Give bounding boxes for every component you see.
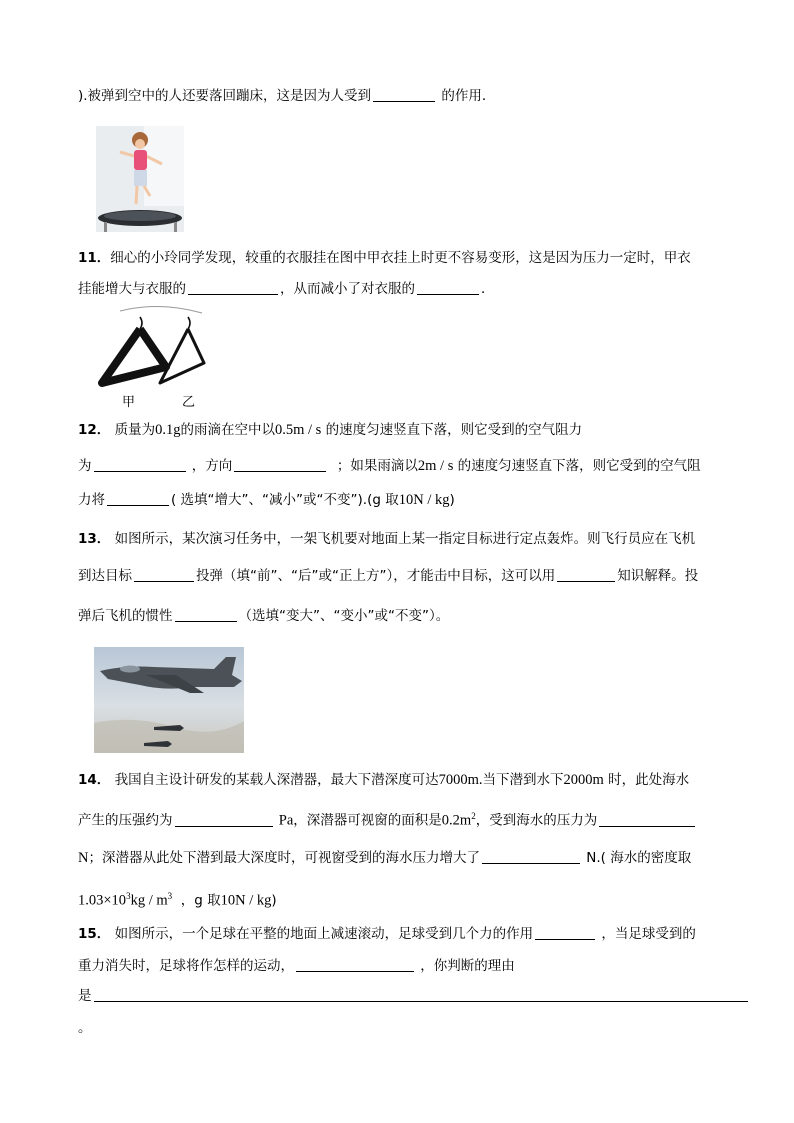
- q12-text-1b: 的雨滴在空中以: [180, 422, 275, 438]
- q15-text-2a: 重力消失时，足球将作怎样的运动，: [78, 958, 294, 974]
- q14-rho-unit-exp: 3: [167, 891, 173, 901]
- q14-line-3: [78, 848, 691, 868]
- q14-depth-max: 7000m.: [438, 772, 483, 788]
- q14-depth-now: 2000m: [563, 772, 604, 788]
- q14-text-2a: 产生的压强约为: [78, 812, 173, 829]
- trampoline-figure: [96, 126, 184, 232]
- q13-line-2: [78, 566, 698, 586]
- q14-g: 10N / kg: [220, 892, 272, 909]
- q12-text-2d: 的速度匀速竖直下落，则它受到的空气阻: [457, 458, 701, 474]
- q11-blank-1[interactable]: [188, 280, 278, 295]
- q10-suffix: 的作用．: [437, 88, 496, 104]
- q15-blank-2[interactable]: [296, 957, 414, 972]
- q15-blank-1[interactable]: [535, 925, 595, 940]
- q14-text-1b: 当下潜到水下: [482, 772, 564, 788]
- q12-blank-1[interactable]: [94, 457, 186, 472]
- q13-text-1: 如图所示，某次演习任务中，一架飞机要对地面上某一指定目标进行定点轰炸。则飞行员应在飞机: [114, 531, 696, 547]
- q13-text-2a: 到达目标: [78, 568, 132, 584]
- q15-text-4: 。: [78, 1020, 92, 1036]
- q11-number: 11．: [78, 250, 111, 266]
- q11-line-2: [78, 279, 495, 299]
- hanger-label-yi: 乙: [182, 395, 196, 409]
- q12-speed-2: 2m / s: [417, 458, 454, 474]
- q14-text-2b: ，深潜器可视窗的面积是: [293, 812, 442, 829]
- q15-text-2b: ，你判断的理由: [420, 958, 515, 974]
- q14-rho-unit: kg / m: [130, 892, 168, 909]
- q12-text-3b: ( 选填“增大”、“减小”或“不变”).(g 取: [171, 492, 399, 508]
- hangers-figure: [90, 305, 214, 409]
- q14-text-4a: ，g 取: [180, 892, 221, 909]
- q14-rho-exp: 3: [126, 891, 131, 901]
- q13-blank-2[interactable]: [557, 567, 615, 582]
- q13-text-2b: 投弹（填“前”、“后”或“正上方”），才能击中目标，这可以用: [196, 568, 556, 584]
- q15-line-3: [78, 986, 750, 1006]
- q13-text-3a: 弹后飞机的惯性: [78, 608, 173, 624]
- q14-line-4: [78, 886, 277, 911]
- q14-text-2c: ，受到海水的压力为: [475, 812, 598, 829]
- q10-prefix: ).被弹到空中的人还要落回蹦床，这是因为人受到: [78, 88, 372, 104]
- hanger-label-jia: 甲: [122, 395, 136, 409]
- q13-blank-3[interactable]: [175, 607, 237, 622]
- q14-blank-1[interactable]: [175, 812, 273, 827]
- q15-line-1: [78, 924, 696, 944]
- q12-text-3c: ): [449, 492, 455, 508]
- q15-text-1a: 如图所示，一个足球在平整的地面上减速滚动，足球受到几个力的作用: [114, 926, 534, 942]
- q12-mass: 0.1g: [155, 422, 181, 438]
- q14-area-sup: 2: [471, 811, 476, 821]
- q14-blank-3[interactable]: [482, 849, 580, 864]
- q11-text-2b: ，从而减小了对衣服的: [280, 281, 415, 297]
- q13-line-1: [78, 529, 695, 549]
- jet-figure: [94, 647, 244, 753]
- q14-text-4b: ): [271, 892, 277, 909]
- q12-blank-2[interactable]: [234, 457, 326, 472]
- q14-text-1a: 我国自主设计研发的某载人深潜器，最大下潜深度可达: [114, 772, 439, 788]
- q12-line-3: [78, 490, 455, 510]
- q10-line: [78, 86, 495, 106]
- q12-number: 12．: [78, 422, 111, 438]
- q15-text-3a: 是: [78, 988, 92, 1004]
- q14-area: 0.2m: [441, 812, 472, 829]
- q15-number: 15．: [78, 926, 111, 942]
- q15-line-2: [78, 956, 515, 976]
- q10-blank[interactable]: [373, 87, 435, 102]
- q14-rho: 1.03×10: [78, 892, 127, 909]
- q12-line-2: [78, 456, 701, 476]
- q14-blank-2[interactable]: [599, 812, 695, 827]
- q13-text-3b: （选填“变大”、“变小”或“不变”）。: [238, 608, 450, 624]
- q12-text-2a: 为: [78, 458, 92, 474]
- q11-text-2a: 挂能增大与衣服的: [78, 281, 186, 297]
- q14-unit-n: N: [78, 850, 89, 866]
- q13-number: 13．: [78, 531, 111, 547]
- q11-text-1: 细心的小玲同学发现，较重的衣服挂在图中甲衣挂上时更不容易变形，这是因为压力一定时，甲衣: [110, 250, 691, 266]
- q12-speed-1: 0.5m / s: [274, 422, 322, 438]
- q12-blank-3[interactable]: [107, 491, 169, 506]
- q14-number: 14．: [78, 772, 111, 788]
- q11-text-2c: ．: [481, 281, 495, 297]
- q13-blank-1[interactable]: [134, 567, 194, 582]
- q14-text-3b: N.( 海水的密度取: [586, 850, 692, 866]
- q14-unit-pa: Pa: [278, 812, 294, 829]
- q13-line-3: [78, 606, 449, 626]
- q15-line-4: [78, 1018, 92, 1038]
- q14-line-2: [78, 806, 697, 831]
- q12-g: 10N / kg: [398, 492, 450, 508]
- q11-blank-2[interactable]: [417, 280, 479, 295]
- q12-text-2c: ；如果雨滴以: [336, 458, 418, 474]
- q12-text-1a: 质量为: [114, 422, 156, 438]
- q12-text-1c: 的速度匀速竖直下落，则它受到的空气阻力: [325, 422, 583, 438]
- q14-line-1: [78, 770, 689, 790]
- q14-text-1c: 时，此处海水: [608, 772, 690, 788]
- q15-blank-3[interactable]: [94, 987, 748, 1002]
- q15-text-1b: ，当足球受到的: [601, 926, 696, 942]
- q11-line-1: [78, 248, 691, 268]
- q13-text-2c: 知识解释。投: [617, 568, 699, 584]
- q12-text-2b: ，方向: [191, 458, 233, 474]
- q12-text-3a: 力将: [78, 492, 105, 508]
- q12-line-1: [78, 420, 582, 440]
- q14-text-3a: ；深潜器从此处下潜到最大深度时，可视窗受到的海水压力增大了: [88, 850, 480, 866]
